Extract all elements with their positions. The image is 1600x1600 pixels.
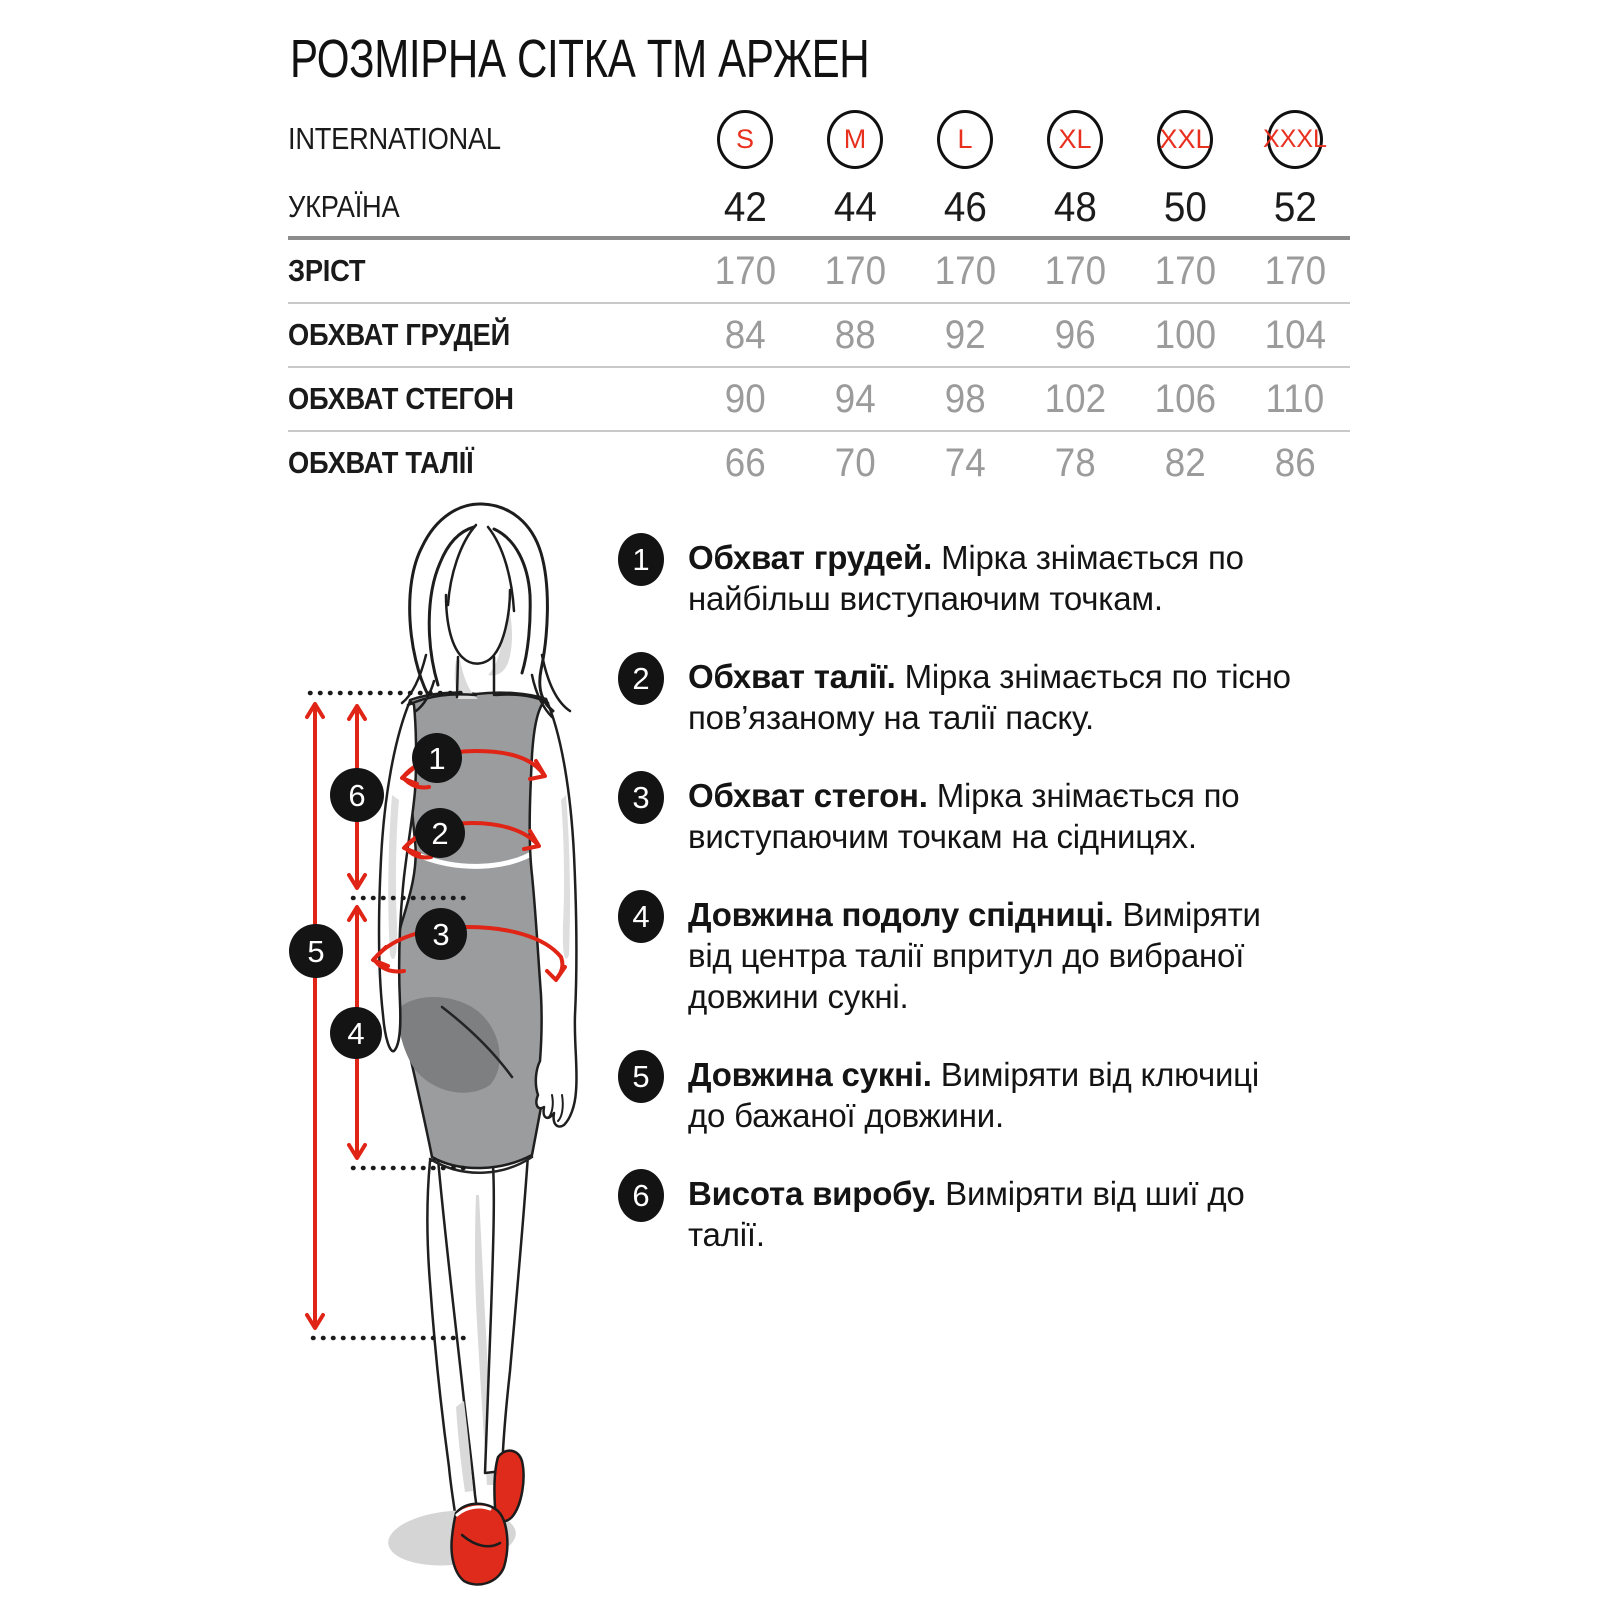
woman-sketch: [379, 504, 577, 1585]
ukraine-size: 46: [943, 183, 987, 230]
table-row-height: [288, 240, 1350, 302]
row-value: 96: [1054, 312, 1096, 357]
instruction-item-5: [618, 1054, 1318, 1136]
ukraine-size: 44: [833, 183, 877, 230]
row-value: 170: [714, 248, 776, 293]
row-value: 98: [944, 376, 986, 421]
instruction-text: Довжина подолу спідниці. Виміряти від центра талії впритул до вибраної довжини сукні.: [688, 896, 1261, 1015]
ukraine-label: УКРАЇНА: [288, 189, 400, 224]
row-value: 104: [1264, 312, 1326, 357]
svg-text:1: 1: [428, 741, 446, 776]
row-value: 170: [934, 248, 996, 293]
row-value: 88: [834, 312, 876, 357]
svg-text:6: 6: [348, 778, 366, 813]
svg-text:2: 2: [431, 816, 449, 851]
row-value: 74: [944, 440, 986, 485]
row-label: ОБХВАТ ТАЛІЇ: [288, 445, 474, 480]
instruction-text: Обхват стегон. Мірка знімається по виступаючим точкам на сідницях.: [688, 777, 1240, 855]
ukraine-size: 48: [1053, 183, 1097, 230]
row-value: 170: [1154, 248, 1216, 293]
row-value: 78: [1054, 440, 1096, 485]
instruction-text: Довжина сукні. Виміряти від ключиці до бажаної довжини.: [688, 1056, 1260, 1134]
international-label: INTERNATIONAL: [288, 121, 501, 156]
row-value: 110: [1265, 376, 1325, 421]
page-title: РОЗМІРНА СІТКА ТМ АРЖЕН: [290, 29, 870, 89]
row-value: 66: [724, 440, 766, 485]
instruction-item-6: [618, 1173, 1318, 1255]
table-row-international: [288, 100, 1350, 178]
instruction-item-2: [618, 656, 1318, 738]
figure-svg: [280, 495, 626, 1600]
row-value: 170: [1044, 248, 1106, 293]
instruction-item-1: [618, 537, 1318, 619]
row-value: 90: [724, 376, 766, 421]
row-value: 70: [834, 440, 876, 485]
row-value: 102: [1044, 376, 1106, 421]
row-value: 170: [824, 248, 886, 293]
instruction-text: Обхват грудей. Мірка знімається по найбільш виступаючим точкам.: [688, 539, 1244, 617]
row-value: 82: [1164, 440, 1206, 485]
row-value: 84: [724, 312, 766, 357]
size-table: [288, 100, 1350, 494]
measurement-figure: [280, 495, 626, 1600]
row-value: 100: [1154, 312, 1216, 357]
instruction-text: Обхват талії. Мірка знімається по тісно пов’язаному на талії паску.: [688, 658, 1291, 736]
svg-text:3: 3: [432, 917, 450, 952]
instruction-badge: 4: [618, 890, 664, 943]
instruction-item-3: [618, 775, 1318, 857]
row-value: 170: [1264, 248, 1326, 293]
size-circle-xl: XL: [1047, 110, 1103, 169]
row-value: 94: [834, 376, 876, 421]
instruction-badge: 6: [618, 1169, 664, 1222]
table-row-hips: [288, 368, 1350, 430]
instruction-list: [618, 537, 1318, 1292]
instruction-item-4: [618, 894, 1318, 1017]
svg-text:4: 4: [347, 1016, 365, 1051]
size-circle-l: L: [937, 110, 993, 169]
size-circle-xxl: XXL: [1157, 110, 1213, 169]
ukraine-size: 50: [1163, 183, 1207, 230]
instruction-text: Висота виробу. Виміряти від шиї до талії.: [688, 1175, 1245, 1253]
instruction-badge: 1: [618, 533, 664, 586]
row-label: ЗРІСТ: [288, 253, 366, 288]
row-label: ОБХВАТ ГРУДЕЙ: [288, 317, 510, 352]
size-circle-xxxl: XXXL: [1267, 110, 1323, 169]
size-circle-s: S: [717, 110, 773, 169]
row-label: ОБХВАТ СТЕГОН: [288, 381, 514, 416]
row-value: 86: [1274, 440, 1316, 485]
ukraine-size: 42: [723, 183, 767, 230]
table-row-ukraine: [288, 178, 1350, 236]
row-value: 106: [1154, 376, 1216, 421]
instruction-badge: 5: [618, 1050, 664, 1103]
ukraine-size: 52: [1273, 183, 1317, 230]
size-circle-m: M: [827, 110, 883, 169]
row-value: 92: [944, 312, 986, 357]
table-row-waist: [288, 432, 1350, 494]
instruction-badge: 2: [618, 652, 664, 705]
table-row-chest: [288, 304, 1350, 366]
instruction-badge: 3: [618, 771, 664, 824]
svg-text:5: 5: [307, 934, 325, 969]
